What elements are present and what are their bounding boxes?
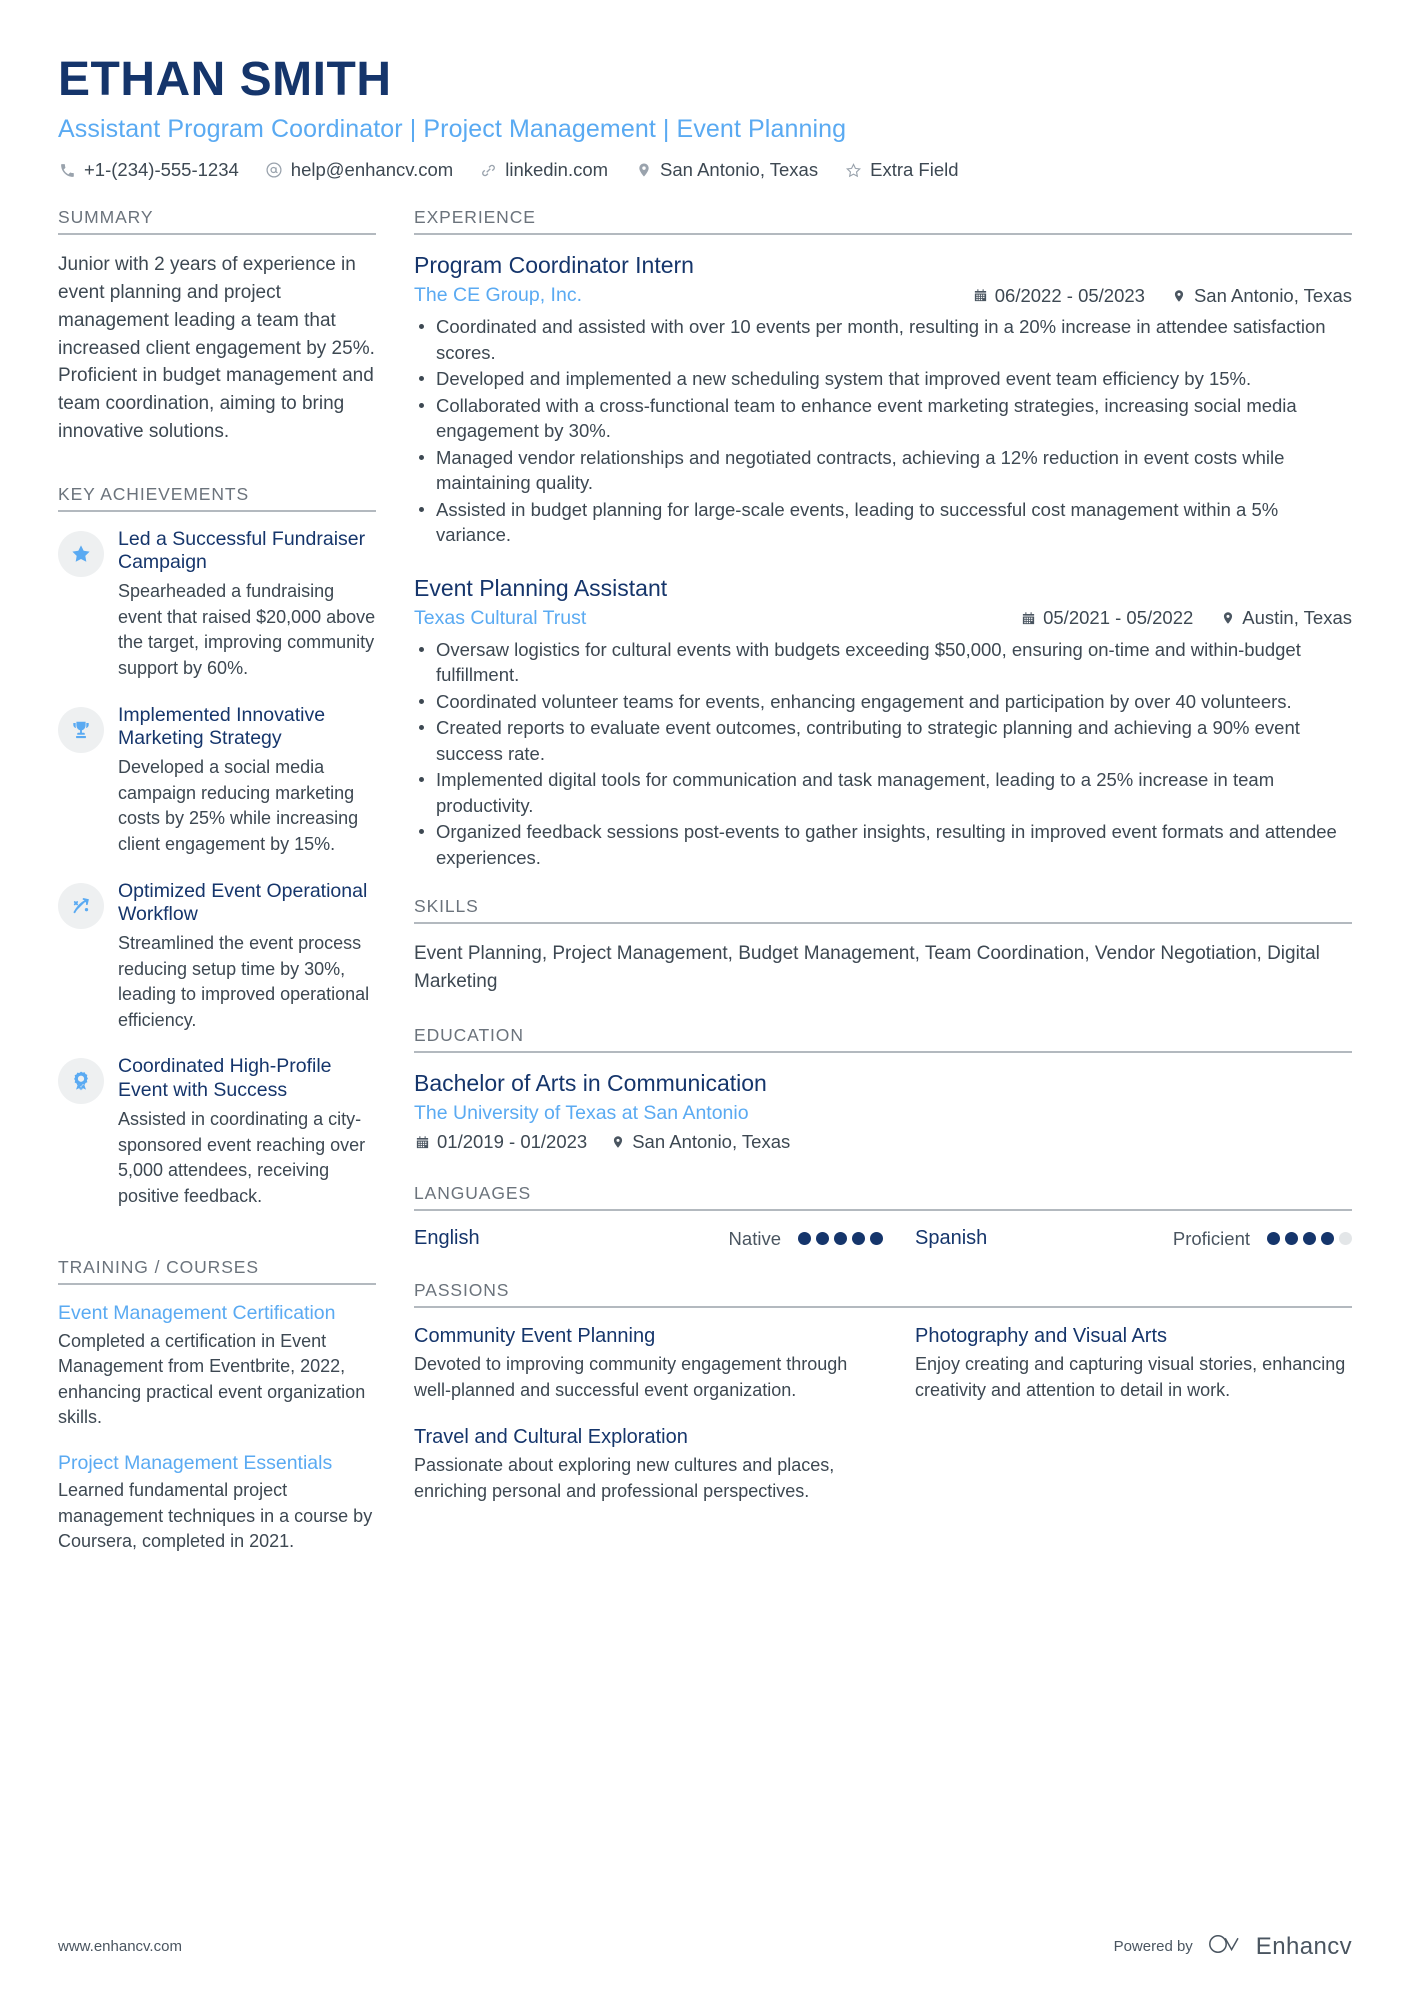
job-title: Program Coordinator Intern [414, 252, 694, 279]
passion-description: Enjoy creating and capturing visual stories, enhancing creativity and attention to detail in work. [915, 1354, 1346, 1400]
contact-extra-field-text: Extra Field [870, 159, 959, 181]
main-column [414, 207, 1352, 1530]
job-bullet: Managed vendor relationships and negotiated contracts, achieving a 12% reduction in event costs while maintaining quality. [414, 445, 1352, 496]
contact-phone-text: +1-(234)-555-1234 [84, 159, 239, 181]
language-item [883, 1227, 1352, 1250]
course-item [58, 1301, 376, 1431]
section-skills [414, 896, 1352, 995]
achievement-badge [58, 531, 104, 577]
proficiency-dot [816, 1232, 829, 1245]
job-bullet: Collaborated with a cross-functional team to enhance event marketing strategies, increasing social media engagement by 30%. [414, 393, 1352, 444]
resume-footer [58, 1932, 1352, 1961]
achievement-title: Optimized Event Operational Workflow [118, 879, 368, 925]
award-ribbon-icon [70, 1070, 92, 1092]
proficiency-dot [1321, 1232, 1334, 1245]
achievement-item [58, 528, 376, 682]
section-experience [414, 207, 1352, 870]
section-languages-heading: LANGUAGES [414, 1183, 532, 1204]
enhancv-logo-icon [1207, 1932, 1247, 1961]
language-item [414, 1227, 883, 1250]
course-item [58, 1451, 376, 1555]
calendar-icon [414, 1134, 431, 1151]
divider [414, 1306, 1352, 1308]
spacer [414, 1254, 1352, 1280]
job-bullet: Implemented digital tools for communication and task management, leading to a 25% increase in team productivity. [414, 767, 1352, 818]
job-bullet-list [414, 637, 1352, 871]
section-training-heading: TRAINING / COURSES [58, 1257, 259, 1278]
language-level: Proficient [1172, 1227, 1250, 1249]
divider [414, 233, 1352, 235]
section-education-heading: EDUCATION [414, 1025, 524, 1046]
section-key-achievements-heading: KEY ACHIEVEMENTS [58, 483, 250, 504]
section-training [58, 1257, 376, 1555]
location-pin-icon [634, 161, 653, 180]
footer-branding [1114, 1932, 1352, 1961]
achievement-description: Assisted in coordinating a city-sponsored event reaching over 5,000 attendees, receiving positive feedback. [118, 1109, 366, 1206]
proficiency-dot [870, 1232, 883, 1245]
course-description: Learned fundamental project management techniques in a course by Coursera, completed in 2021. [58, 1480, 373, 1552]
sidebar-column [58, 207, 376, 1575]
resume-header [58, 52, 1352, 181]
section-key-achievements [58, 484, 376, 1210]
divider [414, 1209, 1352, 1211]
achievement-item [58, 880, 376, 1034]
link-icon [479, 161, 498, 180]
proficiency-dot [1303, 1232, 1316, 1245]
job-dates-text: 06/2022 - 05/2023 [994, 284, 1145, 306]
contact-phone[interactable] [58, 159, 239, 181]
achievement-badge [58, 883, 104, 929]
achievement-item [58, 1055, 376, 1209]
language-name: Spanish [915, 1227, 988, 1250]
section-passions-heading: PASSIONS [414, 1280, 510, 1301]
resume-body [58, 207, 1352, 1575]
experience-entry [414, 574, 1352, 870]
language-level: Native [728, 1227, 781, 1249]
passion-title: Travel and Cultural Exploration [414, 1426, 688, 1449]
contact-linkedin-text: linkedin.com [505, 159, 609, 181]
achievement-description: Developed a social media campaign reducing marketing costs by 25% while increasing client engagement by 15%. [118, 757, 359, 854]
phone-icon [58, 161, 77, 180]
achievement-item [58, 704, 376, 858]
education-dates-text: 01/2019 - 01/2023 [437, 1131, 588, 1153]
job-location-text: Austin, Texas [1242, 607, 1352, 629]
achievement-body [118, 880, 376, 1034]
professional-headline: Assistant Program Coordinator | Project Management | Event Planning [58, 115, 847, 144]
passion-item [883, 1324, 1352, 1403]
course-description: Completed a certification in Event Management from Eventbrite, 2022, enhancing practical event organization skills. [58, 1330, 366, 1428]
calendar-icon [972, 287, 989, 304]
contact-email-text: help@enhancv.com [290, 159, 454, 181]
spacer [414, 1157, 1352, 1183]
passion-title: Photography and Visual Arts [915, 1325, 1168, 1348]
enhancv-brand-name: Enhancv [1255, 1932, 1352, 1960]
star-outline-icon [844, 161, 863, 180]
star-icon [70, 543, 92, 565]
proficiency-dot [798, 1232, 811, 1245]
job-bullet: Organized feedback sessions post-events to gather insights, resulting in improved event formats and attendee experiences. [414, 819, 1352, 870]
job-dates [972, 285, 1145, 307]
passion-title: Community Event Planning [414, 1325, 656, 1348]
education-meta [414, 1131, 1352, 1153]
language-name: English [414, 1227, 480, 1250]
passions-list [414, 1324, 1352, 1526]
divider [58, 233, 376, 235]
page-title: ETHAN SMITH [58, 53, 392, 106]
spacer [58, 450, 376, 484]
passion-description: Devoted to improving community engagement through well-planned and successful event organization. [414, 1354, 848, 1400]
experience-entry [414, 251, 1352, 547]
job-company: The CE Group, Inc. [414, 284, 582, 307]
passion-item [414, 1425, 883, 1504]
education-dates [414, 1131, 587, 1153]
language-proficiency-dots [1262, 1232, 1352, 1245]
section-summary [58, 207, 376, 445]
section-skills-heading: SKILLS [414, 896, 479, 917]
calendar-icon [1020, 610, 1037, 627]
education-location-text: San Antonio, Texas [632, 1131, 791, 1153]
achievement-description: Streamlined the event process reducing setup time by 30%, leading to improved operational efficiency. [118, 933, 370, 1030]
powered-by-label: Powered by [1113, 1938, 1193, 1955]
achievement-badge [58, 1058, 104, 1104]
job-bullet: Developed and implemented a new scheduling system that improved event team efficiency by 15%. [414, 366, 1352, 392]
passion-item [414, 1324, 883, 1403]
education-degree: Bachelor of Arts in Communication [414, 1070, 767, 1097]
job-bullet: Created reports to evaluate event outcomes, contributing to strategic planning and achieving a 90% event success rate. [414, 715, 1352, 766]
trending-arrow-icon [70, 895, 92, 917]
proficiency-dot [1285, 1232, 1298, 1245]
job-bullet: Oversaw logistics for cultural events with budgets exceeding $50,000, ensuring on-time and within-budget fulfillment. [414, 637, 1352, 688]
languages-list [414, 1227, 1352, 1250]
course-title: Event Management Certification [58, 1302, 336, 1325]
section-passions [414, 1280, 1352, 1526]
job-bullet: Coordinated and assisted with over 10 events per month, resulting in a 20% increase in attendee satisfaction scores. [414, 314, 1352, 365]
proficiency-dot [852, 1232, 865, 1245]
achievement-body [118, 1055, 376, 1209]
achievement-body [118, 704, 376, 858]
divider [414, 922, 1352, 924]
location-pin-icon [1219, 610, 1236, 627]
education-location [609, 1131, 790, 1153]
education-entry [414, 1069, 1352, 1153]
section-languages [414, 1183, 1352, 1250]
contact-email[interactable] [265, 159, 453, 181]
job-meta [414, 284, 1352, 307]
job-location [1171, 285, 1352, 307]
job-dates-text: 05/2021 - 05/2022 [1043, 607, 1194, 629]
language-proficiency-dots [793, 1232, 883, 1245]
job-location-text: San Antonio, Texas [1193, 284, 1352, 306]
proficiency-dot [1267, 1232, 1280, 1245]
divider [58, 1283, 376, 1285]
achievement-description: Spearheaded a fundraising event that raised $20,000 above the target, improving community support by 60%. [118, 581, 376, 678]
contact-extra-field [844, 159, 958, 181]
achievement-title: Led a Successful Fundraiser Campaign [118, 527, 366, 573]
location-pin-icon [1171, 287, 1188, 304]
contact-row [58, 159, 1352, 181]
achievement-title: Coordinated High-Profile Event with Success [118, 1055, 332, 1101]
job-bullet: Assisted in budget planning for large-scale events, leading to successful cost management within a 5% variance. [414, 497, 1352, 548]
passion-description: Passionate about exploring new cultures and places, enriching personal and professional perspectives. [414, 1455, 835, 1501]
job-bullet: Coordinated volunteer teams for events, enhancing engagement and participation by over 40 volunteers. [414, 689, 1352, 715]
trophy-icon [70, 719, 92, 741]
spacer [414, 999, 1352, 1025]
job-dates [1020, 607, 1193, 629]
section-summary-heading: SUMMARY [58, 207, 154, 228]
contact-linkedin[interactable] [479, 159, 608, 181]
job-title: Event Planning Assistant [414, 574, 668, 601]
course-title: Project Management Essentials [58, 1452, 333, 1475]
summary-text: Junior with 2 years of experience in event planning and project management leading a team that increased client engagement by 25%. Proficient in budget management and team coordination, aiming to bring innovative solutions. [58, 254, 375, 442]
achievement-badge [58, 707, 104, 753]
achievement-title: Implemented Innovative Marketing Strategy [118, 703, 326, 749]
section-experience-heading: EXPERIENCE [414, 207, 536, 228]
proficiency-dot [1339, 1232, 1352, 1245]
spacer [58, 1231, 376, 1257]
education-school: The University of Texas at San Antonio [414, 1102, 749, 1125]
contact-location [634, 159, 818, 181]
job-bullet-list [414, 314, 1352, 548]
section-education [414, 1025, 1352, 1153]
contact-location-text: San Antonio, Texas [660, 159, 819, 181]
divider [414, 1051, 1352, 1053]
proficiency-dot [834, 1232, 847, 1245]
divider [58, 510, 376, 512]
job-meta [414, 607, 1352, 630]
footer-url[interactable]: www.enhancv.com [58, 1938, 182, 1955]
location-pin-icon [609, 1134, 626, 1151]
job-location [1219, 607, 1352, 629]
achievement-body [118, 528, 376, 682]
email-icon [265, 161, 284, 180]
skills-text: Event Planning, Project Management, Budget Management, Team Coordination, Vendor Negotiation, Digital Marketing [414, 943, 1320, 992]
job-company: Texas Cultural Trust [414, 606, 587, 629]
